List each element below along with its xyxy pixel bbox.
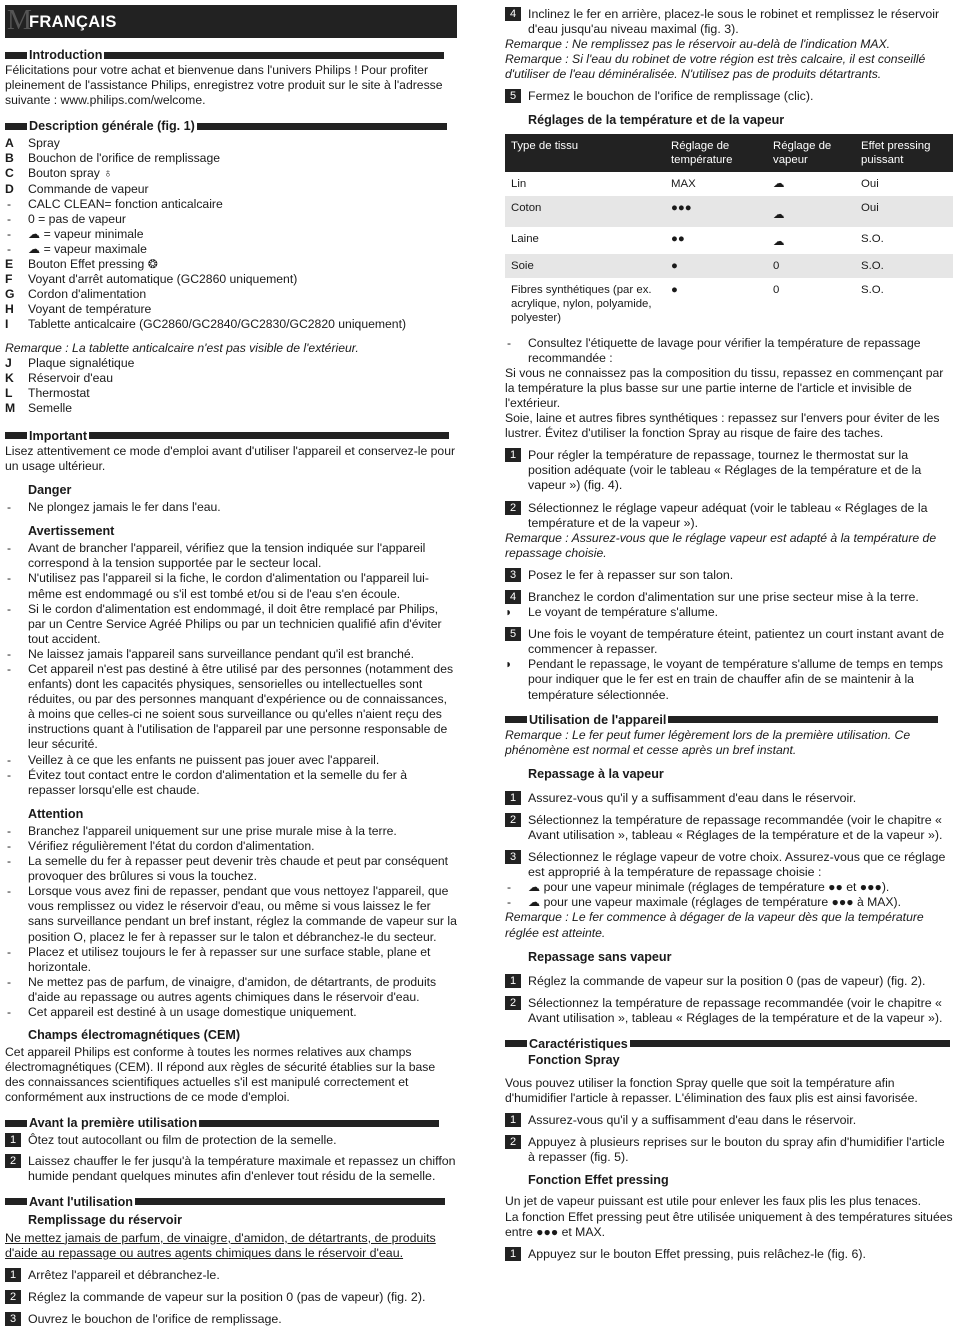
step: 2 Sélectionnez le réglage vapeur adéquat (voir le tableau « Réglages de la température et de la vapeur »). — [505, 501, 953, 531]
list-item: - ☁ pour une vapeur minimale (réglages de température ●● et ●●●). — [507, 880, 890, 895]
list-item: - Si le cordon d'alimentation est endommagé, il doit être remplacé par Philips, par un Centre Service Agréé Philips ou par un technicien qualifié afin d'éviter tout accident. — [7, 601, 442, 646]
settings-title: Réglages de la température et de la vapeur — [528, 112, 785, 127]
step: 1 Réglez la commande de vapeur sur la position 0 (pas de vapeur) (fig. 2). — [505, 974, 953, 989]
right-column — [505, 0, 953, 1262]
warning-list — [5, 541, 457, 798]
step: 2 Réglez la commande de vapeur sur la position 0 (pas de vapeur) (fig. 2). — [5, 1290, 457, 1305]
list-item: - ☁ = vapeur maximale — [7, 241, 147, 256]
step: 2 Sélectionnez la température de repassage recommandée (voir le chapitre « Avant utilisation », tableau « Réglages de la température et de la vapeur »). — [505, 813, 953, 843]
list-item: C Bouton spray ♁ — [5, 166, 113, 181]
step: 1 Appuyez sur le bouton Effet pressing, puis relâchez-le (fig. 6). — [505, 1247, 953, 1262]
chapter-badge: M — [7, 5, 32, 36]
list-item: D Commande de vapeur — [5, 181, 149, 196]
list-item: - Avant de brancher l'appareil, vérifiez que la tension indiquée sur l'appareil correspond à la tension supportée par le secteur local. — [7, 541, 426, 571]
result-item: ◗ Pendant le repassage, le voyant de température s'allume de temps en temps pour indiquer que le fer est en train de chauffer afin de se maintenir à la température sélectionnée. — [505, 657, 943, 702]
list-item: B Bouchon de l'orifice de remplissage — [5, 151, 221, 166]
step: 4 Branchez le cordon d'alimentation sur une prise secteur mise à la terre. — [505, 590, 953, 605]
page-title: FRANÇAIS — [29, 13, 117, 31]
danger-title: Danger — [28, 483, 72, 498]
list-item: - Veillez à ce que les enfants ne puissent pas jouer avec l'appareil. — [7, 752, 380, 767]
step: 1 Assurez-vous qu'il y a suffisamment d'eau dans le réservoir. — [505, 1113, 953, 1128]
list-item: - Cet appareil n'est pas destiné à être utilisé par des personnes (notamment des enfants) dont les capacités physiques, sensorielles ou intellectuelles sont réduites, ou par des personnes manquant d'expérience ou de connaissances, à moins que celles-ci ne soient sous surveillance ou qu'elles n'aient reçu des instructions quant à l'utilisation de l'appareil par une personne responsable de leur sécurité. — [7, 662, 454, 752]
column-header: Réglage de vapeur — [767, 134, 855, 172]
list-item: J Plaque signalétique — [5, 355, 135, 370]
spray-text: Vous pouvez utiliser la fonction Spray quelle que soit la température afin d'humidifier l'article à repasser. L'élimination des faux plis est ainsi favorisée. — [505, 1075, 918, 1106]
list-item: - Cet appareil est destiné à un usage domestique uniquement. — [7, 1004, 357, 1019]
list-item: - Évitez tout contact entre le cordon d'alimentation et la semelle du fer à repasser lorsqu'elle est chaude. — [7, 767, 407, 797]
list-item: F Voyant d'arrêt automatique (GC2860 uniquement) — [5, 272, 298, 287]
effect-text-1: Un jet de vapeur puissant est utile pour enlever les faux plis les plus tenaces. — [505, 1194, 921, 1209]
vapor-title: Repassage à la vapeur — [528, 766, 664, 781]
list-item: - 0 = pas de vapeur — [7, 211, 126, 226]
list-item: - Ne plongez jamais le fer dans l'eau. — [7, 500, 221, 515]
step: 3 Ouvrez le bouchon de l'orifice de remplissage. — [5, 1312, 457, 1327]
settings-note: Remarque : Assurez-vous que le réglage vapeur est adapté à la température de repassage choisie. — [505, 530, 937, 560]
table-row: Laine ●● ☁ S.O. — [505, 227, 953, 254]
table-header-row — [505, 134, 953, 172]
section-features — [505, 1036, 953, 1052]
step: 1 Pour régler la température de repassage, tournez le thermostat sur la position adéquate (voir le tableau « Réglages de la température et de la vapeur ») (fig. 4). — [505, 448, 953, 493]
table-row: Soie ● 0 S.O. — [505, 254, 953, 278]
result-item: ◗ Le voyant de température s'allume. — [505, 605, 718, 620]
language-title-bar — [5, 5, 457, 38]
step: 2 Sélectionnez la température de repassage recommandée (voir le chapitre « Avant utilisation », tableau « Réglages de la température et de la vapeur »). — [505, 996, 953, 1026]
step: 3 Sélectionnez le réglage vapeur de votre choix. Assurez-vous que ce réglage est approprié à la température de repassage choisie : — [505, 850, 953, 880]
section-heading: Introduction — [29, 48, 103, 62]
step: 1 Arrêtez l'appareil et débranchez-le. — [5, 1268, 457, 1283]
section-heading: Avant la première utilisation — [29, 1116, 198, 1131]
section-introduction — [5, 47, 457, 63]
list-item: - Lorsque vous avez fini de repasser, pendant que vous nettoyez l'appareil, que vous remplissez ou videz le réservoir d'eau, ou même si vous laissez le fer sans surveillance pendant un bref instant, réglez la commande de vapeur sur la position O, placez le fer à repasser sur le talon et débranchez-le du secteur. — [7, 884, 457, 944]
settings-para-2: Soie, laine et autres fibres synthétiques : repassez sur l'envers pour éviter de les lustrer. Évitez d'utiliser la fonction Spray au risque de faire des taches. — [505, 411, 940, 441]
parts-list — [5, 136, 457, 332]
step: 2 Appuyez à plusieurs reprises sur le bouton du spray afin d'humidifier l'article à repasser (fig. 5). — [505, 1135, 953, 1165]
list-item: - Ne mettez pas de parfum, de vinaigre, d'amidon, de détartrants, de produits d'aide au repassage ou autres agents chimiques dans le réservoir d'eau. — [7, 974, 437, 1004]
left-column — [5, 0, 457, 1327]
section-heading: Important — [29, 428, 88, 443]
list-item: A Spray — [5, 136, 60, 151]
table-row: Fibres synthétiques (par ex. acrylique, nylon, polyamide, polyester) ● 0 S.O. — [511, 283, 884, 324]
list-item: - Ne laissez jamais l'appareil sans surveillance pendant qu'il est branché. — [7, 646, 415, 661]
step: 5 Une fois le voyant de température éteint, patientez un court instant avant de commencer à repasser. — [505, 627, 953, 657]
using-note: Remarque : Le fer peut fumer légèrement lors de la première utilisation. Ce phénomène est normal et cesse après un bref instant. — [505, 727, 911, 757]
column-header: Effet pressing puissant — [855, 134, 953, 172]
step: 4 Inclinez le fer en arrière, placez-le sous le robinet et remplissez le réservoir d'eau jusqu'au niveau maximal (fig. 3). — [505, 7, 953, 37]
effect-title: Fonction Effet pressing — [528, 1173, 669, 1188]
section-first-use — [5, 1115, 457, 1131]
section-heading: Caractéristiques — [529, 1036, 628, 1051]
table-row: Lin MAX ☁ Oui — [505, 172, 953, 196]
list-item: I Tablette anticalcaire (GC2860/GC2840/GC2830/GC2820 uniquement) — [5, 317, 407, 332]
steam-icon: ☁ — [773, 177, 785, 190]
section-description — [5, 118, 457, 134]
parts-list-2 — [5, 356, 457, 416]
list-item: K Réservoir d'eau — [5, 370, 113, 385]
list-item: - ☁ = vapeur minimale — [7, 226, 144, 241]
section-before-use — [5, 1194, 457, 1210]
section-heading: Avant l'utilisation — [29, 1194, 133, 1209]
section-heading: Description générale (fig. 1) — [29, 119, 195, 134]
cem-title: Champs électromagnétiques (CEM) — [28, 1028, 241, 1043]
fill-title: Remplissage du réservoir — [28, 1212, 182, 1227]
list-item: - ☁ pour une vapeur maximale (réglages de température ●●● à MAX). — [507, 895, 901, 910]
effect-text-2: La fonction Effet pressing peut être utilisée uniquement à des températures situées entre ●●● et MAX. — [505, 1209, 953, 1239]
column-header: Type de tissu — [505, 134, 665, 172]
list-item: - Vérifiez régulièrement l'état du cordon d'alimentation. — [7, 838, 315, 853]
step: 2 Laissez chauffer le fer jusqu'à la température maximale et repassez un chiffon humide pendant quelques minutes afin d'enlever tout résidu de la semelle. — [5, 1154, 457, 1184]
fill-note-2: Remarque : Si l'eau du robinet de votre région est très calcaire, il est conseillé d'utiliser de l'eau déminéralisée. N'utilisez pas de produits détartrants. — [505, 52, 926, 82]
step: 1 Ôtez tout autocollant ou film de protection de la semelle. — [5, 1133, 457, 1148]
list-item: H Voyant de température — [5, 302, 152, 317]
cem-text: Cet appareil Philips est conforme à toutes les normes relatives aux champs électromagnétiques (CEM). Il répond aux règles de sécurité établies sur la base des connaissances scientifiques actuelles s'il est manipulé correctement et conformément aux instructions de ce mode d'emploi. — [5, 1045, 436, 1105]
steam-icon: ☁ — [767, 196, 855, 227]
list-item: - N'utilisez pas l'appareil si la fiche, le cordon d'alimentation ou l'appareil lui-même est endommagé ou s'il est tombé et/ou si de l'eau s'en écoule. — [7, 571, 429, 601]
list-item: M Semelle — [5, 400, 73, 415]
vapor-note: Remarque : Le fer commence à dégager de la vapeur dès que la température réglée est atteinte. — [505, 910, 924, 940]
list-item: - Consultez l'étiquette de lavage pour vérifier la température de repassage recommandée : — [507, 335, 921, 365]
attention-list — [5, 824, 457, 1020]
warning-title: Avertissement — [28, 524, 115, 539]
step: 1 Assurez-vous qu'il y a suffisamment d'eau dans le réservoir. — [505, 791, 953, 806]
settings-table — [505, 134, 953, 330]
fill-note-1: Remarque : Ne remplissez pas le réservoir au-delà de l'indication MAX. — [505, 37, 891, 52]
attention-title: Attention — [28, 806, 84, 821]
list-item: E Bouton Effet pressing ❂ — [5, 257, 158, 272]
list-item: G Cordon d'alimentation — [5, 287, 147, 302]
spray-title: Fonction Spray — [528, 1052, 620, 1067]
section-important — [5, 428, 457, 444]
settings-para-1: Si vous ne connaissez pas la composition du tissu, repassez en commençant par la température la plus basse sur une partie interne de l'article et invisible de l'extérieur. — [505, 365, 944, 410]
step: 3 Posez le fer à repasser sur son talon. — [505, 568, 953, 583]
description-note: Remarque : La tablette anticalcaire n'est pas visible de l'extérieur. — [5, 340, 359, 355]
table-row: Coton ●●● ☁ Oui — [505, 196, 953, 227]
dry-title: Repassage sans vapeur — [528, 949, 672, 964]
list-item: - La semelle du fer à repasser peut devenir très chaude et peut par conséquent provoquer des brûlures si vous la touchez. — [7, 854, 449, 884]
important-text: Lisez attentivement ce mode d'emploi avant d'utiliser l'appareil et conservez-le pour un usage ultérieur. — [5, 443, 456, 474]
fill-warning: Ne mettez jamais de parfum, de vinaigre, d'amidon, de détartrants, de produits d'aide au repassage ou autres agents chimiques dans le réservoir d'eau. — [5, 1230, 436, 1260]
list-item: - Branchez l'appareil uniquement sur une prise murale mise à la terre. — [7, 823, 397, 838]
intro-text: Félicitations pour votre achat et bienvenue dans l'univers Philips ! Pour profiter pleinement de l'assistance Philips, enregistrez votre produit sur le site à l'adresse suivante : www.philips.com/welcome. — [5, 63, 443, 108]
list-item: L Thermostat — [5, 385, 90, 400]
list-item: - Placez et utilisez toujours le fer à repasser sur une surface stable, plane et horizontale. — [7, 944, 431, 974]
section-using — [505, 712, 953, 728]
list-item: - CALC CLEAN= fonction anticalcaire — [7, 196, 223, 211]
column-header: Réglage de température — [665, 134, 767, 172]
step: 5 Fermez le bouchon de l'orifice de remplissage (clic). — [505, 89, 953, 104]
section-heading: Utilisation de l'appareil — [529, 712, 667, 727]
steam-icon: ☁ — [773, 235, 785, 248]
